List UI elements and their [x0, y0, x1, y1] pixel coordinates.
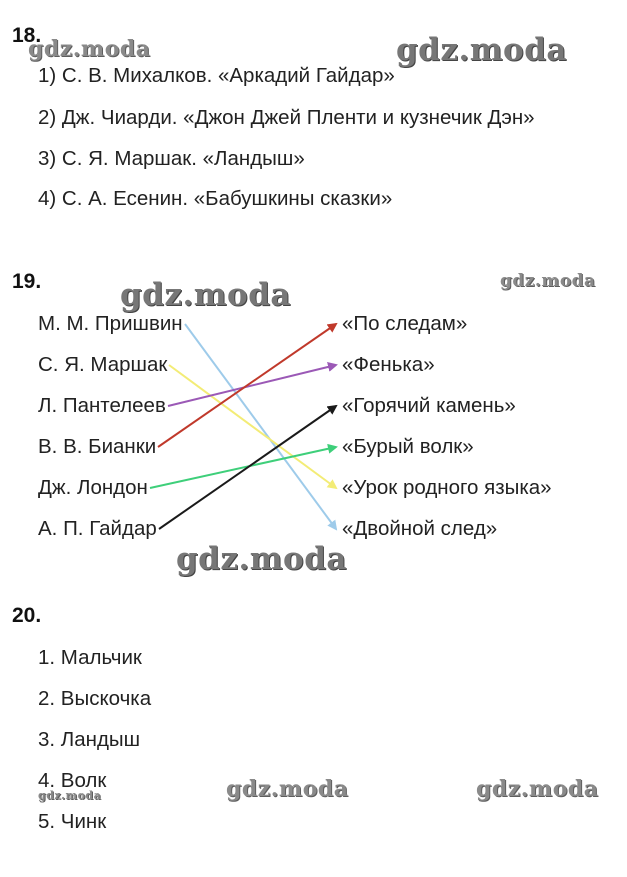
s19-work-4: «Бурый волк»	[342, 435, 474, 458]
s19-author-2: С. Я. Маршак	[38, 353, 168, 376]
match-arrow-1	[185, 324, 336, 529]
s20-item-1: 1. Мальчик	[38, 646, 142, 669]
s19-author-4: В. В. Бианки	[38, 435, 157, 458]
s19-work-2: «Фенька»	[342, 353, 435, 376]
s19-author-6: А. П. Гайдар	[38, 517, 157, 540]
watermark: gdz.moda	[226, 776, 349, 802]
watermark: gdz.moda	[396, 32, 567, 68]
section-19-number: 19.	[12, 270, 42, 293]
s20-item-3: 3. Ландыш	[38, 728, 141, 751]
match-arrow-2	[169, 365, 336, 488]
s19-author-3: Л. Пантелеев	[38, 394, 166, 417]
s19-work-1: «По следам»	[342, 312, 468, 335]
watermark: gdz.moda	[38, 789, 102, 802]
s19-work-5: «Урок родного языка»	[342, 476, 552, 499]
s18-item-1: 1) С. В. Михалков. «Аркадий Гайдар»	[38, 64, 395, 87]
s19-work-3: «Горячий камень»	[342, 394, 516, 417]
s19-work-6: «Двойной след»	[342, 517, 498, 540]
watermark: gdz.moda	[176, 541, 347, 577]
section-20-number: 20.	[12, 604, 42, 627]
section-18-number: 18.	[12, 24, 42, 47]
watermark: gdz.moda	[28, 36, 151, 62]
watermark: gdz.moda	[476, 776, 599, 802]
s18-item-3: 3) С. Я. Маршак. «Ландыш»	[38, 147, 305, 170]
watermark: gdz.moda	[500, 271, 596, 291]
match-arrow-4	[158, 324, 336, 447]
s20-item-2: 2. Выскочка	[38, 687, 152, 710]
watermark: gdz.moda	[120, 277, 291, 313]
match-arrow-3	[168, 365, 336, 406]
s20-item-4: 4. Волк	[38, 769, 107, 792]
s20-item-5: 5. Чинк	[38, 810, 107, 833]
s19-author-1: М. М. Пришвин	[38, 312, 183, 335]
s19-author-5: Дж. Лондон	[38, 476, 148, 499]
s18-item-2: 2) Дж. Чиарди. «Джон Джей Пленти и кузнечик Дэн»	[38, 106, 535, 129]
s18-item-4: 4) С. А. Есенин. «Бабушкины сказки»	[38, 187, 393, 210]
